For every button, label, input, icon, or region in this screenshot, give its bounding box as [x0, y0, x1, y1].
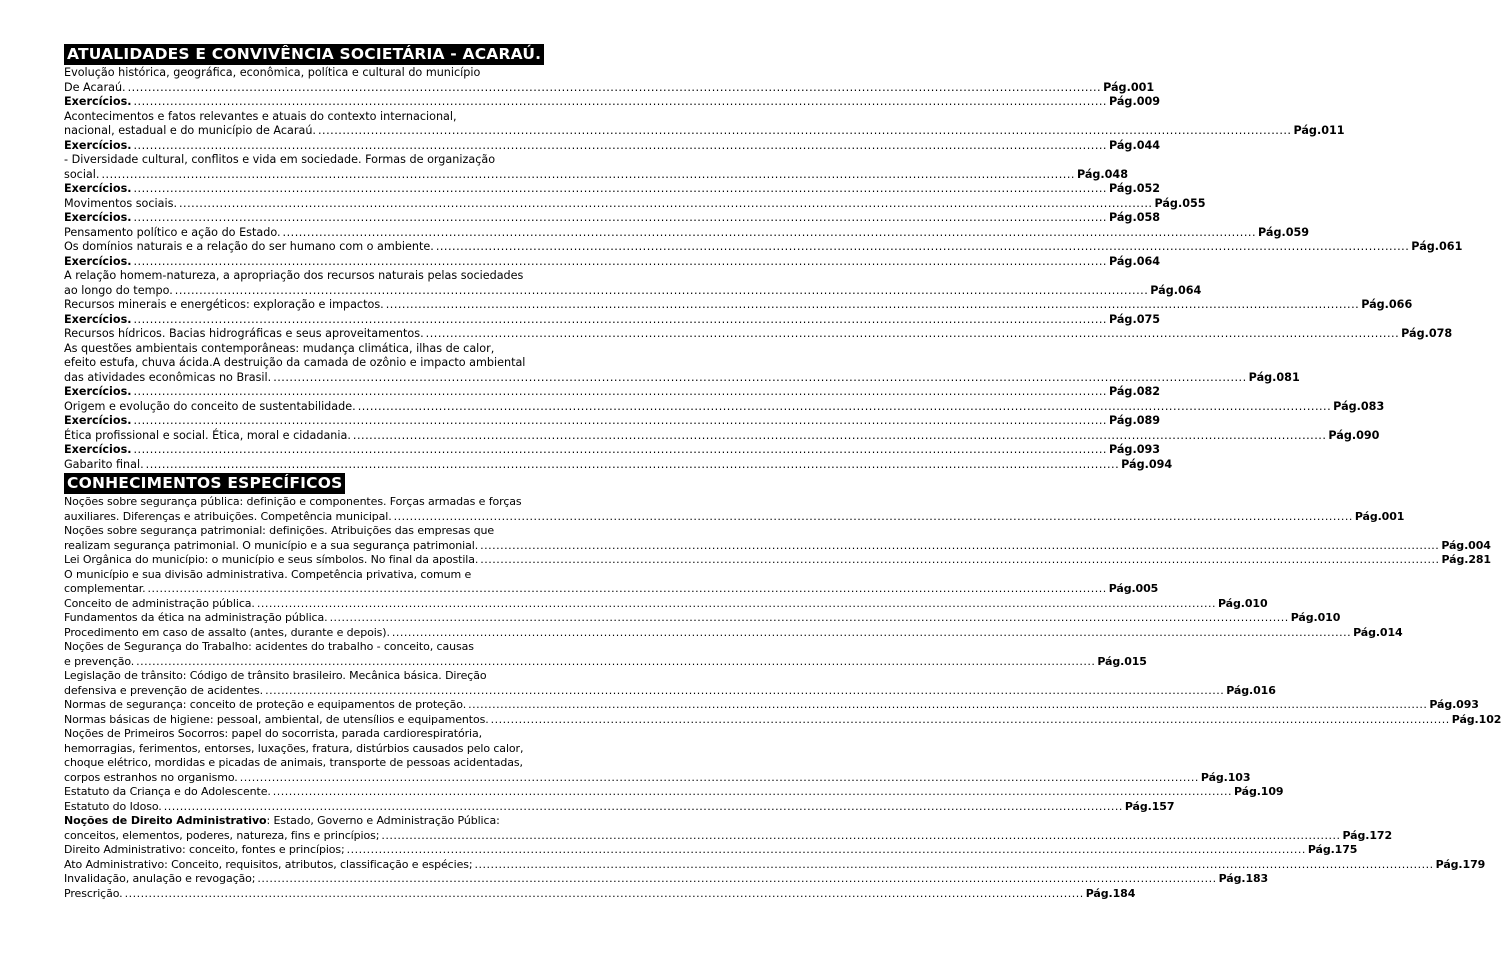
page-number: Pág.103 [1200, 770, 1251, 784]
entry-text-line [64, 756, 606, 771]
entry-leader-line [64, 698, 1479, 713]
entry-leader-line [64, 596, 1268, 612]
entry-text: Conceito de administração pública. [64, 596, 255, 610]
dot-leader [358, 400, 1331, 415]
entry-leader-line [64, 211, 1161, 226]
dot-leader [273, 785, 1232, 800]
dot-leader [381, 829, 1340, 844]
toc-entry [64, 428, 1380, 444]
entry-leader-line [64, 625, 1403, 641]
page-number: Pág.175 [1307, 843, 1358, 856]
entry-text: Invalidação, anulação e revogação; [64, 872, 256, 885]
dot-leader [468, 698, 1427, 713]
page-number: Pág.109 [1233, 785, 1284, 798]
entry-leader-line [64, 611, 1341, 626]
entry-leader-line [64, 843, 1358, 858]
entry-text: corpos estranhos no organismo. [64, 770, 238, 784]
page-number: Pág.183 [1218, 872, 1269, 885]
entry-text-line [64, 269, 606, 284]
page-number: Pág.010 [1218, 596, 1268, 610]
dot-leader [257, 597, 1216, 612]
entry-text: Estatuto do Idoso. [64, 799, 162, 813]
entry-leader-line [64, 428, 1380, 444]
dot-leader [179, 197, 1152, 212]
toc-entry [64, 625, 1403, 641]
dot-leader [436, 240, 1409, 255]
page-number: Pág.094 [1121, 457, 1173, 471]
page-number: Pág.055 [1154, 196, 1206, 210]
entry-text: social. [64, 167, 100, 181]
toc-entry [64, 495, 1405, 524]
entry-bold-lead: Noções de Direito Administrativo [64, 814, 267, 827]
dot-leader [134, 182, 1107, 197]
entry-text-line [64, 568, 606, 583]
entry-text: Origem e evolução do conceito de sustentabilidade. [64, 399, 356, 413]
toc-entry [64, 298, 1413, 313]
entry-leader-line [64, 124, 1345, 139]
page-number: Pág.058 [1108, 211, 1161, 224]
entry-text: e prevenção. [64, 654, 135, 668]
dot-leader [128, 81, 1101, 96]
entry-text: defensiva e prevenção de acidentes. [64, 683, 264, 697]
entry-leader-line [64, 80, 1155, 96]
page-number: Pág.064 [1108, 254, 1161, 268]
toc-entry [64, 611, 1341, 626]
entry-leader-line [64, 95, 1161, 110]
toc-entry [64, 327, 1453, 342]
toc-entry [64, 553, 1491, 568]
entry-text-line [64, 727, 606, 742]
toc-entry [64, 443, 1161, 458]
dot-leader [134, 95, 1107, 110]
entry-text: Acontecimentos e fatos relevantes e atuais do contexto internacional, [64, 109, 457, 123]
toc-entry [64, 669, 1276, 698]
dot-leader [426, 327, 1399, 342]
exercise-label: Exercícios. [64, 312, 132, 326]
entry-text: Os domínios naturais e a relação do ser humano com o ambiente. [64, 240, 434, 253]
dot-leader [164, 800, 1123, 815]
page-number: Pág.010 [1290, 611, 1341, 624]
entry-text: Lei Orgânica do município: o município e seus símbolos. No final da apostila. [64, 553, 479, 566]
exercise-label: Exercícios. [64, 182, 132, 195]
toc-entry [64, 524, 1491, 553]
entry-leader-line [64, 538, 1491, 554]
entry-leader-line [64, 196, 1206, 212]
dot-leader [134, 385, 1107, 400]
toc-entry [64, 109, 1345, 139]
entry-leader-line [64, 225, 1310, 241]
page-number: Pág.281 [1441, 553, 1491, 566]
page-number: Pág.093 [1429, 698, 1479, 711]
entry-list [64, 495, 1501, 901]
dot-leader [386, 298, 1359, 313]
exercise-label: Exercícios. [64, 443, 132, 456]
toc-entry [64, 399, 1385, 415]
entry-text: Legislação de trânsito: Código de trânsito brasileiro. Mecânica básica. Direção [64, 669, 487, 682]
dot-leader [146, 458, 1119, 473]
entry-text: hemorragias, ferimentos, entorses, luxações, fratura, distúrbios causados pelo calor, [64, 741, 524, 755]
toc-entry [64, 640, 1147, 669]
entry-leader-line [64, 167, 1128, 183]
entry-leader-line [64, 828, 1393, 844]
toc-entry [64, 66, 1155, 95]
entry-text: das atividades econômicas no Brasil. [64, 370, 272, 384]
page-number: Pág.066 [1361, 298, 1413, 311]
toc-entry [64, 225, 1310, 241]
exercise-label: Exercícios. [64, 254, 132, 268]
toc-entry [64, 698, 1479, 713]
toc-entry [64, 785, 1284, 800]
entry-leader-line [64, 509, 1405, 525]
toc-entry [64, 857, 1486, 873]
page-number: Pág.082 [1108, 385, 1161, 398]
dot-leader [240, 771, 1199, 786]
entry-text: As questões ambientais contemporâneas: mudança climática, ilhas de calor, [64, 341, 495, 355]
entry-text-line [64, 66, 606, 81]
page-number: Pág.179 [1435, 857, 1486, 871]
entry-text: Noções de Primeiros Socorros: papel do socorrista, parada cardiorespiratória, [64, 727, 483, 740]
entry-text: nacional, estadual e do município de Acaraú. [64, 124, 316, 137]
entry-text: Recursos hídricos. Bacias hidrográficas e seus aproveitamentos. [64, 327, 424, 340]
dot-leader [283, 226, 1256, 241]
dot-leader [480, 553, 1439, 568]
entry-leader-line [64, 712, 1501, 728]
page-number: Pág.015 [1097, 654, 1147, 668]
exercise-label: Exercícios. [64, 95, 132, 108]
entry-text: Evolução histórica, geográfica, econômica, política e cultural do município [64, 66, 481, 79]
entry-text: Recursos minerais e energéticos: exploração e impactos. [64, 298, 384, 311]
toc-entry [64, 95, 1161, 110]
exercise-label: Exercícios. [64, 211, 132, 224]
page-number: Pág.083 [1333, 399, 1385, 413]
page-number: Pág.014 [1353, 625, 1403, 639]
entry-text: Fundamentos da ética na administração pública. [64, 611, 328, 624]
page-number: Pág.184 [1085, 886, 1136, 900]
page-number: Pág.044 [1108, 138, 1161, 152]
page-number: Pág.078 [1401, 327, 1453, 340]
dot-leader [134, 255, 1107, 270]
entry-leader-line [64, 683, 1276, 699]
exercise-label: Exercícios. [64, 138, 132, 152]
page-number: Pág.093 [1108, 443, 1161, 456]
toc-entry [64, 211, 1161, 226]
toc-entry [64, 567, 1159, 597]
page-number: Pág.157 [1124, 799, 1175, 813]
entry-text: auxiliares. Diferenças e atribuições. Competência municipal. [64, 509, 392, 523]
dot-leader [394, 510, 1353, 525]
section-title: ATUALIDADES E CONVIVÊNCIA SOCIETÁRIA - ACARAÚ. [64, 44, 544, 65]
entry-leader-line [64, 857, 1486, 873]
entry-text: conceitos, elementos, poderes, natureza, fins e princípios; [64, 828, 380, 842]
entry-list [64, 66, 1463, 472]
entry-leader-line [64, 654, 1147, 670]
toc-entry [64, 457, 1173, 473]
dot-leader [136, 655, 1095, 670]
entry-text-line [64, 524, 606, 539]
dot-leader [134, 313, 1107, 328]
toc-entry [64, 269, 1202, 298]
page-number: Pág.061 [1411, 240, 1463, 253]
toc-entry [64, 385, 1161, 400]
entry-text: Noções sobre segurança pública: definição e componentes. Forças armadas e forças [64, 495, 522, 508]
entry-text: Direito Administrativo: conceito, fontes e princípios; [64, 843, 345, 856]
dot-leader [134, 414, 1107, 429]
page-number: Pág.001 [1354, 509, 1405, 523]
entry-text: O município e sua divisão administrativa. Competência privativa, comum e [64, 567, 472, 581]
entry-leader-line [64, 872, 1269, 887]
dot-leader [148, 582, 1107, 597]
toc-entry [64, 814, 1393, 843]
entry-text: Procedimento em caso de assalto (antes, durante e depois). [64, 625, 390, 639]
entry-text: choque elétrico, mordidas e picadas de animais, transporte de pessoas acidentadas, [64, 756, 523, 769]
toc-entry [64, 712, 1501, 728]
page-number: Pág.009 [1108, 95, 1161, 108]
exercise-label: Exercícios. [64, 414, 132, 427]
entry-text: Movimentos sociais. [64, 196, 177, 210]
entry-leader-line [64, 298, 1413, 313]
entry-text: ao longo do tempo. [64, 283, 173, 297]
toc-entry [64, 843, 1358, 858]
toc-entry [64, 596, 1268, 612]
toc-entry [64, 153, 1128, 182]
entry-leader-line [64, 799, 1175, 815]
entry-text-line [64, 742, 606, 757]
entry-text: efeito estufa, chuva ácida.A destruição da camada de ozônio e impacto ambiental [64, 356, 526, 369]
entry-text: Normas básicas de higiene: pessoal, ambiental, de utensílios e equipamentos. [64, 712, 489, 726]
dot-leader [347, 843, 1306, 858]
entry-text: - Diversidade cultural, conflitos e vida em sociedade. Formas de organização [64, 153, 496, 166]
toc-entry [64, 727, 1251, 785]
entry-leader-line [64, 385, 1161, 400]
dot-leader [134, 139, 1107, 154]
entry-text-line [64, 356, 606, 371]
page-number: Pág.102 [1451, 712, 1501, 726]
toc-entry [64, 341, 1300, 386]
entry-text: De Acaraú. [64, 80, 126, 94]
entry-leader-line [64, 240, 1463, 255]
dot-leader [265, 684, 1224, 699]
entry-leader-line [64, 582, 1159, 597]
page-number: Pág.011 [1293, 124, 1345, 137]
entry-leader-line [64, 414, 1161, 429]
entry-leader-line [64, 457, 1173, 473]
dot-leader [125, 887, 1084, 902]
page-number: Pág.075 [1108, 312, 1161, 326]
toc-entry [64, 254, 1161, 270]
page-number: Pág.064 [1150, 283, 1202, 297]
page-number: Pág.001 [1103, 80, 1155, 94]
section-atualidades [64, 44, 1463, 472]
page-number: Pág.081 [1248, 370, 1300, 384]
entry-leader-line [64, 254, 1161, 270]
toc-entry [64, 312, 1161, 328]
entry-text-line [64, 495, 606, 510]
entry-leader-line [64, 370, 1300, 386]
table-of-contents [64, 44, 1501, 901]
toc-entry [64, 138, 1161, 154]
dot-leader [101, 168, 1074, 183]
dot-leader [480, 539, 1439, 554]
entry-text-line [64, 640, 606, 655]
entry-text-line [64, 153, 606, 168]
dot-leader [491, 713, 1450, 728]
toc-entry [64, 182, 1161, 197]
entry-leader-line [64, 312, 1161, 328]
entry-text-line [64, 669, 606, 684]
entry-leader-line [64, 443, 1161, 458]
page-number: Pág.059 [1258, 225, 1310, 239]
dot-leader [353, 429, 1326, 444]
entry-leader-line [64, 770, 1251, 786]
dot-leader [175, 284, 1148, 299]
page-number: Pág.016 [1226, 683, 1276, 697]
dot-leader [474, 858, 1433, 873]
page-number: Pág.048 [1076, 167, 1128, 181]
exercise-label: Exercícios. [64, 385, 132, 398]
entry-text: Estatuto da Criança e do Adolescente. [64, 785, 271, 798]
page-number: Pág.089 [1108, 414, 1161, 427]
toc-entry [64, 872, 1269, 887]
entry-leader-line [64, 553, 1491, 568]
entry-text: Ética profissional e social. Ética, moral e cidadania. [64, 428, 351, 442]
page-number: Pág.172 [1342, 828, 1393, 842]
entry-text: Noções de Segurança do Trabalho: acidentes do trabalho - conceito, causas [64, 640, 474, 653]
entry-text: : Estado, Governo e Administração Pública: [266, 814, 500, 827]
toc-entry [64, 886, 1136, 902]
page-number: Pág.090 [1328, 428, 1380, 442]
page-number: Pág.005 [1108, 582, 1159, 595]
page-number: Pág.004 [1441, 538, 1491, 552]
dot-leader [273, 371, 1246, 386]
section-conhecimentos [64, 473, 1501, 901]
toc-entry [64, 196, 1206, 212]
toc-entry [64, 414, 1161, 429]
entry-text: Gabarito final. [64, 457, 144, 471]
entry-leader-line [64, 283, 1202, 299]
dot-leader [330, 611, 1289, 626]
entry-leader-line [64, 182, 1161, 197]
entry-text-line [64, 110, 606, 125]
entry-text-line [64, 814, 606, 829]
dot-leader [392, 626, 1351, 641]
toc-entry [64, 240, 1463, 255]
entry-text: Ato Administrativo: Conceito, requisitos, atributos, classificação e espécies; [64, 857, 473, 871]
page-number: Pág.052 [1108, 182, 1161, 195]
dot-leader [318, 124, 1291, 139]
entry-text: complementar. [64, 582, 146, 595]
toc-entry [64, 799, 1175, 815]
entry-text: Pensamento político e ação do Estado. [64, 225, 281, 239]
entry-text: Normas de segurança: conceito de proteção e equipamentos de proteção. [64, 698, 467, 711]
entry-text: realizam segurança patrimonial. O município e a sua segurança patrimonial. [64, 538, 479, 552]
entry-leader-line [64, 886, 1136, 902]
dot-leader [134, 443, 1107, 458]
entry-leader-line [64, 327, 1453, 342]
entry-text: Noções sobre segurança patrimonial: definições. Atribuições das empresas que [64, 524, 495, 537]
entry-leader-line [64, 138, 1161, 154]
entry-text-line [64, 342, 606, 357]
dot-leader [134, 211, 1107, 226]
entry-leader-line [64, 399, 1385, 415]
entry-text: Prescrição. [64, 886, 123, 900]
dot-leader [257, 872, 1216, 887]
section-title: CONHECIMENTOS ESPECÍFICOS [64, 473, 345, 494]
entry-leader-line [64, 785, 1284, 800]
entry-text: A relação homem-natureza, a apropriação dos recursos naturais pelas sociedades [64, 269, 524, 282]
